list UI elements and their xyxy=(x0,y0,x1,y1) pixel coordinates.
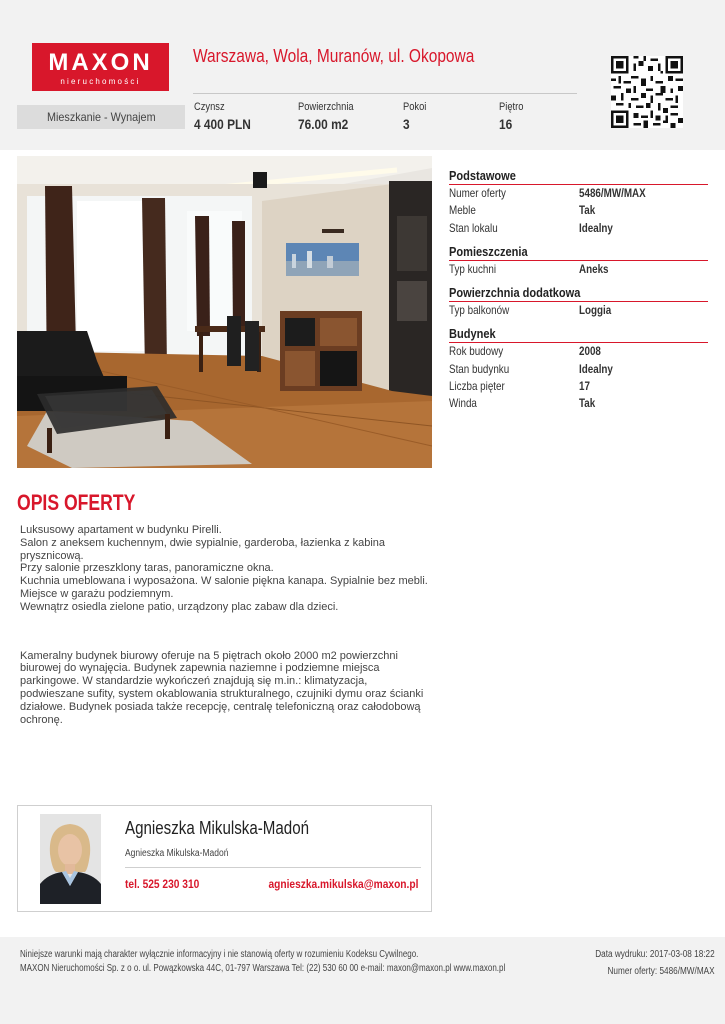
property-address: Warszawa, Wola, Muranów, ul. Okopowa xyxy=(193,46,475,66)
property-photo[interactable] xyxy=(17,156,432,468)
description-line: parkingowe. W standardzie wykończeń znajdują się m.in.: klimatyzacja, xyxy=(20,675,368,688)
spec-section-title: Podstawowe xyxy=(449,168,708,185)
stat-value: 3 xyxy=(403,116,410,132)
description-line: biurowej do wynajęcia. Budynek zapewnia naziemne i podziemne miejsca xyxy=(20,662,380,675)
stat-value: 4 400 PLN xyxy=(194,116,251,132)
stat-label: Powierzchnia xyxy=(298,101,354,113)
agent-name: Agnieszka Mikulska-Madoń xyxy=(125,818,310,838)
spec-section-basic xyxy=(449,168,708,237)
spec-section-title: Pomieszczenia xyxy=(449,244,708,261)
spec-row: Winda Tak xyxy=(449,396,596,411)
header-divider xyxy=(193,93,577,94)
stat-value: 76.00 m2 xyxy=(298,116,349,132)
description-line: Przy salonie przeszklony taras, panoramiczne okna. xyxy=(20,562,274,575)
spec-row: Stan lokalu Idealny xyxy=(449,220,613,235)
spec-row: Stan budynku Idealny xyxy=(449,361,613,376)
agent-subtitle: Agnieszka Mikulska-Madoń xyxy=(125,848,229,859)
agent-card xyxy=(17,805,432,912)
stat-value: 16 xyxy=(499,116,513,132)
specs-panel xyxy=(449,168,708,420)
footer-disclaimer: Niniejsze warunki mają charakter wyłącznie informacyjny i nie stanowią oferty w rozumieniu Kodeksu Cywilnego. xyxy=(20,949,419,960)
stat-area xyxy=(298,101,363,132)
spec-section-extra-area xyxy=(449,285,708,319)
spec-section-title: Budynek xyxy=(449,326,708,343)
offer-type-badge: Mieszkanie - Wynajem xyxy=(17,105,185,129)
stat-label: Czynsz xyxy=(194,101,225,113)
footer-print-date: Data wydruku: 2017-03-08 18:22 xyxy=(595,949,715,960)
description-line: prysznicową. xyxy=(20,549,84,562)
logo-wordmark: MAXON xyxy=(48,49,153,76)
spec-row: Meble Tak xyxy=(449,203,596,218)
description-line: Salon z aneksem kuchennym, dwie sypialnie, garderoba, łazienka z kabina xyxy=(20,536,386,549)
spec-row: Liczba pięter 17 xyxy=(449,379,590,394)
description-line: Luksusowy apartament w budynku Pirelli. xyxy=(20,524,222,536)
description-line: Kameralny budynek biurowy oferuje na 5 piętrach około 2000 m2 powierzchni xyxy=(20,649,398,662)
header-band xyxy=(0,0,725,150)
spec-row: Typ balkonów Loggia xyxy=(449,303,612,318)
spec-section-rooms xyxy=(449,244,708,278)
description-line: Miejsce w garażu podziemnym. xyxy=(20,587,174,600)
spec-section-building xyxy=(449,326,708,412)
description-line: podwieszane sufity, system okablowania strukturalnego, czujniki dymu oraz ścianki xyxy=(20,687,424,700)
stat-rooms xyxy=(403,101,431,132)
agent-divider xyxy=(125,867,421,868)
description-line: ochronę. xyxy=(20,713,63,726)
spec-section-title: Powierzchnia dodatkowa xyxy=(449,285,708,302)
footer-company-info: MAXON Nieruchomości Sp. z o o. ul. Powązkowska 44C, 01-797 Warszawa Tel: (22) 530 60 00 e-mail: maxon@maxon.pl www.maxon.pl xyxy=(20,963,506,974)
qr-code-icon[interactable] xyxy=(611,56,683,128)
description-line: Kuchnia umeblowana i wyposażona. W salonie piękna kanapa. Sypialnie bez mebli. xyxy=(20,575,428,588)
agent-avatar xyxy=(40,814,101,904)
stat-rent xyxy=(194,101,261,132)
footer-offer-number: Numer oferty: 5486/MW/MAX xyxy=(607,966,715,977)
footer xyxy=(0,937,725,1024)
spec-row: Rok budowy 2008 xyxy=(449,344,601,359)
description-title: OPIS OFERTY xyxy=(17,490,136,515)
description-line: Wewnątrz osiedla zielone patio, urządzony plac zabaw dla dzieci. xyxy=(20,600,339,613)
stat-floor xyxy=(499,101,528,132)
description-body xyxy=(20,524,440,726)
spec-row: Typ kuchni Aneks xyxy=(449,261,609,276)
stat-label: Pokoi xyxy=(403,101,427,113)
maxon-logo[interactable] xyxy=(32,43,169,91)
description-line: działowe. Budynek posiada także recepcję, centralę telefoniczną oraz całodobową xyxy=(20,700,421,713)
logo-tagline: nieruchomości xyxy=(60,77,141,86)
stat-label: Piętro xyxy=(499,101,524,113)
agent-phone-link[interactable]: tel. 525 230 310 xyxy=(125,877,200,891)
agent-email-link[interactable]: agnieszka.mikulska@maxon.pl xyxy=(268,877,418,891)
spec-row: Numer oferty 5486/MW/MAX xyxy=(449,186,646,200)
